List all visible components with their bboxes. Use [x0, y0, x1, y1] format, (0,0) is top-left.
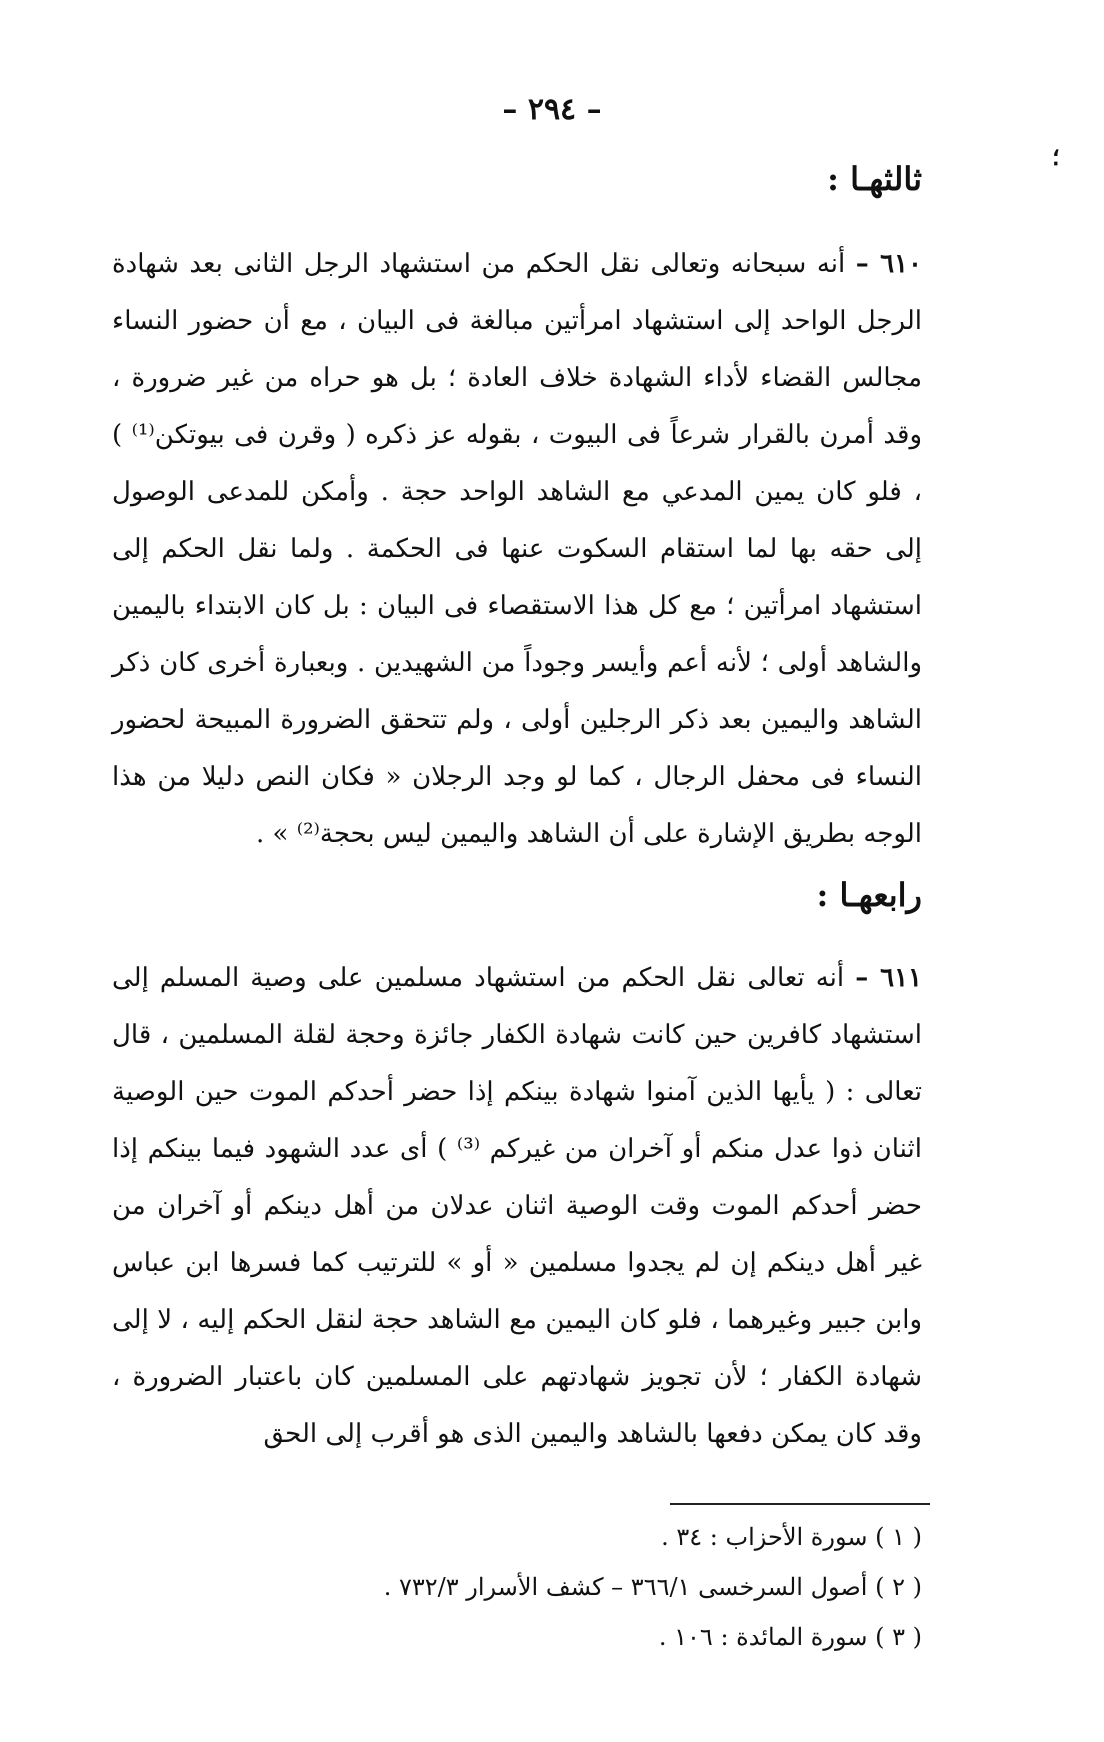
- paragraph-611: [112, 950, 922, 1463]
- paragraph-text: أنه سبحانه وتعالى نقل الحكم من استشهاد الرجل الثانى بعد شهادة الرجل الواحد إلى استشهاد امرأتين مبالغة فى البيان ، مع أن حضور النساء مجالس القضاء لأداء الشهادة خلاف العادة ؛ بل هو حراه من غير ضرورة ، وقد أمرن بالقرار شرعاً فى البيوت ، بقوله عز ذكره ( وقرن فى بيوتكن⁽¹⁾ ) ، فلو كان يمين المدعي مع الشاهد الواحد حجة . وأمكن للمدعى الوصول إلى حقه بها لما استقام السكوت عنها فى الحكمة . ولما نقل الحكم إلى استشهاد امرأتين ؛ مع كل هذا الاستقصاء فى البيان : بل كان الابتداء باليمين والشاهد أولى ؛ لأنه أعم وأيسر وجوداً من الشهيدين . وبعبارة أخرى كان ذكر الشاهد واليمين بعد ذكر الرجلين أولى ، ولم تتحقق الضرورة المبيحة لحضور النساء فى محفل الرجال ، كما لو وجد الرجلان « فكان النص دليلا من هذا الوجه بطريق الإشارة على أن الشاهد واليمين ليس بحجة⁽²⁾ » .: [112, 249, 922, 849]
- footnotes: [112, 1512, 922, 1662]
- footnote-1: ( ١ ) سورة الأحزاب : ٣٤ .: [661, 1523, 922, 1551]
- paragraph-number: ٦١١ –: [855, 963, 923, 993]
- footnote-3: ( ٣ ) سورة المائدة : ١٠٦ .: [658, 1623, 922, 1651]
- footnote-2: ( ٢ ) أصول السرخسى ٣٦٦/١ – كشف الأسرار ٧٣٢/٣ .: [383, 1573, 922, 1601]
- margin-mark: ؛: [1052, 142, 1060, 171]
- page-number: – ٢٩٤ –: [502, 92, 602, 127]
- paragraph-number: ٦١٠ –: [855, 249, 922, 279]
- paragraph-610: [112, 236, 922, 863]
- section-heading-third: ثالثهـا :: [827, 160, 922, 198]
- footnote-separator: [670, 1503, 930, 1505]
- paragraph-text: أنه تعالى نقل الحكم من استشهاد مسلمين على وصية المسلم إلى استشهاد كافرين حين كانت شهادة الكفار جائزة وحجة لقلة المسلمين ، قال تعالى : ( يأيها الذين آمنوا شهادة بينكم إذا حضر أحدكم الموت حين الوصية اثنان ذوا عدل منكم أو آخران من غيركم ⁽³⁾ ) أى عدد الشهود فيما بينكم إذا حضر أحدكم الموت وقت الوصية اثنان عدلان من أهل دينكم أو آخران من غير أهل دينكم إن لم يجدوا مسلمين « أو » للترتيب كما فسرها ابن عباس وابن جبير وغيرهما ، فلو كان اليمين مع الشاهد حجة لنقل الحكم إليه ، لا إلى شهادة الكفار ؛ لأن تجويز شهادتهم على المسلمين كان باعتبار الضرورة ، وقد كان يمكن دفعها بالشاهد واليمين الذى هو أقرب إلى الحق: [112, 963, 922, 1449]
- section-heading-fourth: رابعهـا :: [816, 876, 922, 914]
